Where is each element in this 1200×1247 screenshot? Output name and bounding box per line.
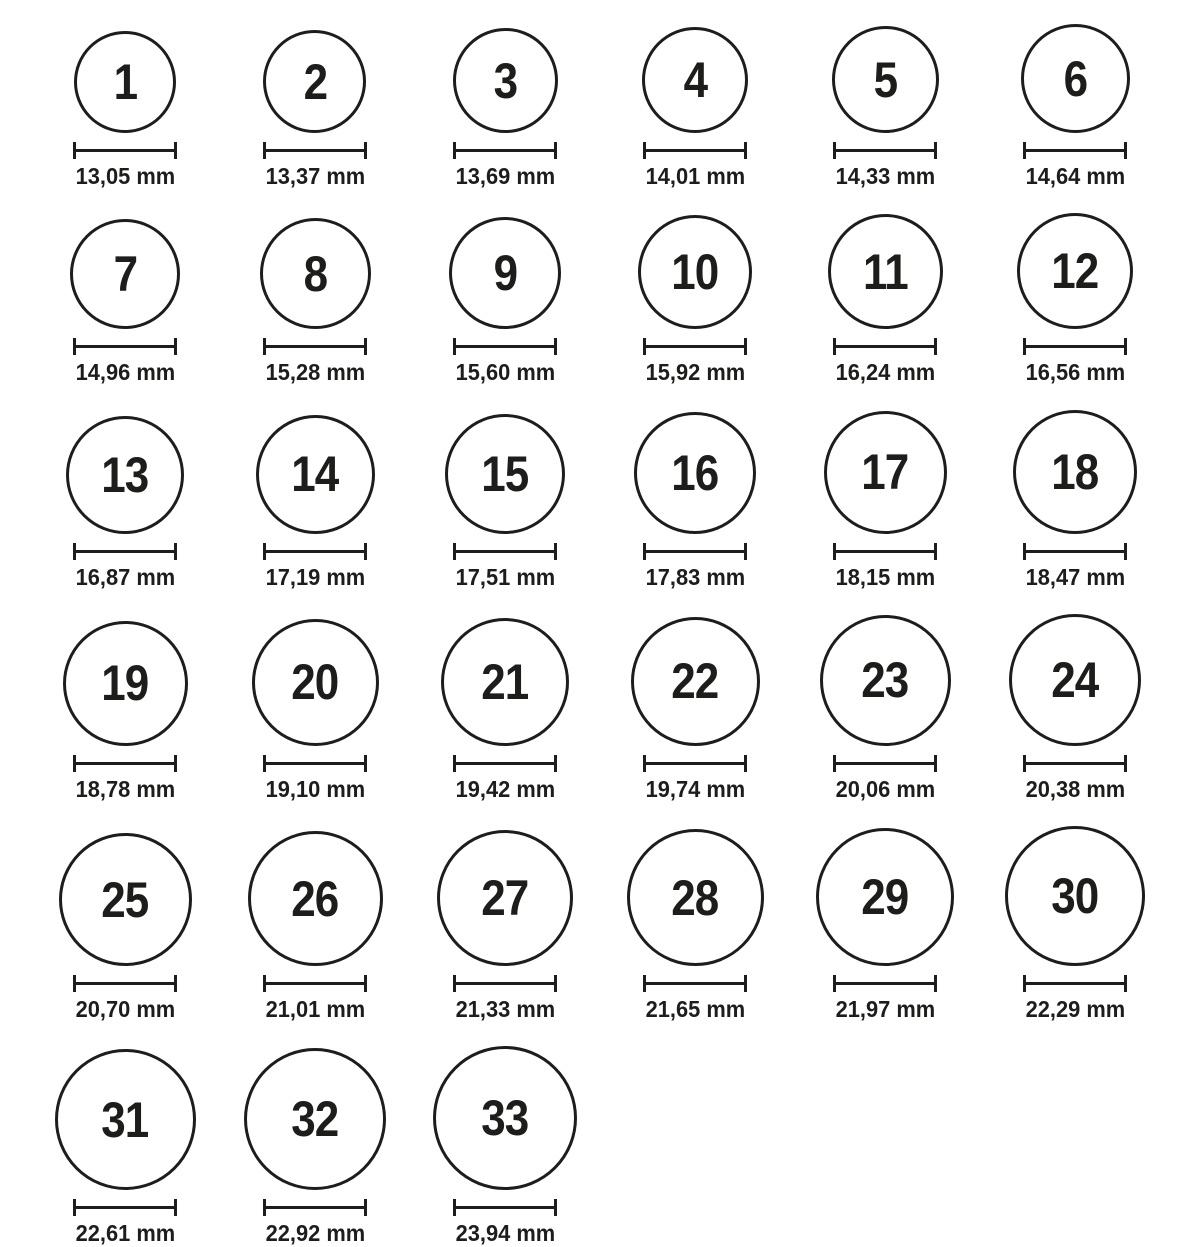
diameter-label: 14,01 mm <box>645 163 745 189</box>
ring-size-cell <box>638 215 752 385</box>
ring-size-number: 19 <box>101 655 149 712</box>
diameter-label: 14,33 mm <box>835 163 935 189</box>
measure-line <box>833 345 937 348</box>
measure-line <box>453 550 557 553</box>
measure-tick-right-icon <box>554 142 557 159</box>
ring-circle <box>634 412 756 534</box>
diameter-label: 22,61 mm <box>75 1220 175 1247</box>
measure-line <box>453 149 557 152</box>
ring-size-cell <box>634 412 756 590</box>
measure-tick-right-icon <box>174 543 177 560</box>
measure-tick-right-icon <box>554 755 557 772</box>
measure-tick-right-icon <box>174 338 177 355</box>
ring-size-number: 27 <box>481 870 529 927</box>
ring-size-cell <box>631 617 760 802</box>
measure-line <box>1023 345 1127 348</box>
ring-size-number: 21 <box>481 653 529 710</box>
measure-line <box>1023 982 1127 985</box>
diameter-label: 18,47 mm <box>1025 563 1125 590</box>
ring-size-number: 14 <box>291 446 339 503</box>
measure-line <box>73 982 177 985</box>
measure-tick-right-icon <box>744 338 747 355</box>
diameter-measure-bar <box>453 1199 557 1216</box>
ring-size-number: 25 <box>101 871 149 928</box>
diameter-label: 13,69 mm <box>455 163 555 189</box>
ring-size-number: 28 <box>671 869 719 926</box>
measure-tick-right-icon <box>934 338 937 355</box>
diameter-label: 21,33 mm <box>455 996 555 1023</box>
measure-tick-right-icon <box>934 543 937 560</box>
ring-size-cell <box>55 1049 196 1246</box>
ring-circle <box>252 619 379 746</box>
ring-size-number: 20 <box>291 654 339 711</box>
measure-line <box>263 982 367 985</box>
ring-circle <box>441 618 569 746</box>
measure-line <box>833 982 937 985</box>
diameter-measure-bar <box>833 975 937 992</box>
measure-tick-right-icon <box>934 975 937 992</box>
ring-size-cell <box>1005 826 1145 1022</box>
diameter-label: 23,94 mm <box>455 1220 555 1247</box>
diameter-label: 21,01 mm <box>265 996 365 1023</box>
measure-line <box>263 762 367 765</box>
ring-size-cell <box>59 833 192 1022</box>
ring-size-number: 9 <box>493 245 517 302</box>
ring-circle <box>449 217 561 329</box>
diameter-measure-bar <box>643 543 747 560</box>
measure-line <box>1023 550 1127 553</box>
diameter-label: 16,56 mm <box>1025 359 1125 386</box>
diameter-label: 18,15 mm <box>835 563 935 590</box>
ring-size-number: 17 <box>861 444 909 501</box>
ring-size-cell <box>1013 410 1137 590</box>
diameter-label: 20,70 mm <box>75 996 175 1023</box>
ring-circle <box>1021 24 1130 133</box>
measure-line <box>263 345 367 348</box>
measure-tick-right-icon <box>554 338 557 355</box>
measure-tick-right-icon <box>364 755 367 772</box>
ring-circle <box>642 27 748 133</box>
ring-size-number: 32 <box>291 1091 339 1148</box>
ring-circle <box>1009 614 1141 746</box>
measure-tick-right-icon <box>174 142 177 159</box>
measure-line <box>453 345 557 348</box>
diameter-label: 19,10 mm <box>265 775 365 802</box>
ring-size-cell <box>70 219 180 385</box>
measure-tick-right-icon <box>174 975 177 992</box>
measure-tick-right-icon <box>364 1199 367 1216</box>
measure-line <box>73 345 177 348</box>
ring-size-number: 22 <box>671 653 719 710</box>
ring-size-number: 29 <box>861 869 909 926</box>
ring-size-number: 26 <box>291 870 339 927</box>
diameter-label: 22,92 mm <box>265 1220 365 1247</box>
diameter-label: 14,64 mm <box>1025 163 1125 189</box>
ring-size-cell <box>441 618 569 802</box>
diameter-measure-bar <box>453 755 557 772</box>
ring-size-number: 13 <box>101 446 149 503</box>
measure-line <box>73 550 177 553</box>
diameter-measure-bar <box>453 338 557 355</box>
diameter-measure-bar <box>73 338 177 355</box>
ring-size-cell <box>63 621 188 802</box>
measure-tick-right-icon <box>744 142 747 159</box>
ring-size-cell <box>449 217 561 385</box>
diameter-measure-bar <box>263 338 367 355</box>
measure-line <box>453 1206 557 1209</box>
ring-size-number: 24 <box>1051 651 1099 708</box>
ring-circle <box>445 414 565 534</box>
diameter-measure-bar <box>1023 142 1127 159</box>
measure-tick-right-icon <box>744 543 747 560</box>
measure-tick-right-icon <box>934 142 937 159</box>
measure-tick-right-icon <box>1124 142 1127 159</box>
diameter-measure-bar <box>73 1199 177 1216</box>
ring-circle <box>437 830 573 966</box>
ring-circle <box>1013 410 1137 534</box>
diameter-label: 20,38 mm <box>1025 775 1125 802</box>
measure-tick-right-icon <box>364 543 367 560</box>
ring-size-number: 31 <box>101 1091 149 1148</box>
ring-size-number: 23 <box>861 652 909 709</box>
diameter-measure-bar <box>643 338 747 355</box>
ring-size-cell <box>820 615 951 802</box>
ring-size-number: 15 <box>481 445 529 502</box>
diameter-label: 15,28 mm <box>265 359 365 386</box>
measure-tick-right-icon <box>174 1199 177 1216</box>
ring-size-number: 4 <box>683 52 707 108</box>
ring-circle <box>55 1049 196 1190</box>
diameter-label: 15,60 mm <box>455 359 555 386</box>
measure-line <box>643 149 747 152</box>
diameter-label: 17,19 mm <box>265 563 365 590</box>
ring-circle <box>638 215 752 329</box>
ring-size-cell <box>816 828 954 1022</box>
ring-size-cell <box>828 214 943 385</box>
ring-size-cell <box>437 830 573 1022</box>
measure-line <box>263 149 367 152</box>
ring-circle <box>453 28 558 133</box>
diameter-measure-bar <box>263 543 367 560</box>
measure-tick-right-icon <box>744 755 747 772</box>
ring-size-cell <box>832 26 939 189</box>
diameter-measure-bar <box>1023 338 1127 355</box>
measure-tick-right-icon <box>554 975 557 992</box>
measure-tick-right-icon <box>364 975 367 992</box>
measure-line <box>833 550 937 553</box>
diameter-label: 15,92 mm <box>645 359 745 386</box>
ring-size-number: 5 <box>873 51 897 108</box>
diameter-label: 19,74 mm <box>645 775 745 802</box>
measure-tick-right-icon <box>554 543 557 560</box>
ring-size-cell <box>256 415 375 590</box>
measure-tick-right-icon <box>364 142 367 159</box>
ring-circle <box>63 621 188 746</box>
diameter-label: 20,06 mm <box>835 775 935 802</box>
diameter-measure-bar <box>453 142 557 159</box>
measure-tick-right-icon <box>1124 755 1127 772</box>
diameter-measure-bar <box>833 543 937 560</box>
diameter-measure-bar <box>1023 975 1127 992</box>
measure-line <box>453 762 557 765</box>
measure-line <box>73 762 177 765</box>
ring-size-number: 16 <box>671 444 719 501</box>
measure-line <box>453 982 557 985</box>
ring-circle <box>820 615 951 746</box>
ring-size-cell <box>445 414 565 590</box>
measure-line <box>643 762 747 765</box>
diameter-measure-bar <box>1023 543 1127 560</box>
ring-circle <box>1005 826 1145 966</box>
ring-size-cell <box>73 31 178 189</box>
measure-tick-right-icon <box>1124 338 1127 355</box>
ring-size-number: 1 <box>113 54 137 110</box>
ring-circle <box>260 218 371 329</box>
ring-size-number: 2 <box>303 53 327 110</box>
measure-tick-right-icon <box>744 975 747 992</box>
measure-line <box>643 982 747 985</box>
diameter-measure-bar <box>643 975 747 992</box>
ring-size-cell <box>1021 24 1130 189</box>
ring-size-cell <box>260 218 371 385</box>
ring-size-number: 6 <box>1063 50 1087 107</box>
ring-circle <box>74 31 176 133</box>
ring-circle <box>433 1046 577 1190</box>
diameter-label: 17,51 mm <box>455 563 555 590</box>
ring-circle <box>66 416 184 534</box>
ring-circle <box>248 831 383 966</box>
ring-circle <box>631 617 760 746</box>
ring-size-number: 3 <box>493 52 517 109</box>
measure-line <box>643 345 747 348</box>
ring-size-number: 12 <box>1051 243 1099 300</box>
ring-circle <box>828 214 943 329</box>
measure-line <box>263 550 367 553</box>
diameter-label: 21,65 mm <box>645 996 745 1023</box>
ring-size-cell <box>453 28 558 189</box>
diameter-label: 14,96 mm <box>75 359 175 386</box>
diameter-measure-bar <box>73 755 177 772</box>
diameter-label: 18,78 mm <box>75 775 175 802</box>
measure-line <box>73 149 177 152</box>
measure-line <box>1023 149 1127 152</box>
ring-size-cell <box>824 411 947 590</box>
diameter-measure-bar <box>453 543 557 560</box>
diameter-measure-bar <box>643 142 747 159</box>
diameter-label: 16,24 mm <box>835 359 935 386</box>
diameter-measure-bar <box>73 142 177 159</box>
measure-tick-right-icon <box>1124 975 1127 992</box>
diameter-measure-bar <box>833 338 937 355</box>
ring-size-cell <box>433 1046 577 1246</box>
diameter-measure-bar <box>263 975 367 992</box>
diameter-measure-bar <box>833 142 937 159</box>
measure-line <box>1023 762 1127 765</box>
measure-tick-right-icon <box>174 755 177 772</box>
ring-size-number: 7 <box>113 246 137 303</box>
ring-circle <box>627 829 764 966</box>
ring-size-cell <box>244 1048 386 1246</box>
ring-circle <box>1017 213 1133 329</box>
diameter-measure-bar <box>263 755 367 772</box>
diameter-label: 13,05 mm <box>75 163 175 189</box>
measure-tick-right-icon <box>934 755 937 772</box>
diameter-measure-bar <box>833 755 937 772</box>
ring-size-number: 18 <box>1051 443 1099 500</box>
ring-size-cell <box>627 829 764 1022</box>
measure-tick-right-icon <box>554 1199 557 1216</box>
ring-circle <box>816 828 954 966</box>
ring-size-cell <box>252 619 379 802</box>
diameter-measure-bar <box>453 975 557 992</box>
ring-circle <box>824 411 947 534</box>
measure-line <box>73 1206 177 1209</box>
ring-size-cell <box>263 30 368 189</box>
measure-tick-right-icon <box>364 338 367 355</box>
diameter-measure-bar <box>263 1199 367 1216</box>
ring-circle <box>832 26 939 133</box>
diameter-measure-bar <box>73 543 177 560</box>
ring-size-number: 33 <box>481 1090 529 1147</box>
diameter-label: 13,37 mm <box>265 163 365 189</box>
diameter-measure-bar <box>1023 755 1127 772</box>
measure-tick-right-icon <box>1124 543 1127 560</box>
ring-circle <box>59 833 192 966</box>
ring-size-number: 11 <box>862 243 908 300</box>
ring-size-cell <box>1017 213 1133 385</box>
diameter-label: 19,42 mm <box>455 775 555 802</box>
ring-size-number: 10 <box>671 244 719 301</box>
diameter-label: 22,29 mm <box>1025 996 1125 1023</box>
ring-size-cell <box>66 416 184 590</box>
ring-circle <box>70 219 180 329</box>
ring-size-cell <box>248 831 383 1022</box>
measure-line <box>263 1206 367 1209</box>
diameter-label: 16,87 mm <box>75 563 175 590</box>
ring-circle <box>256 415 375 534</box>
diameter-measure-bar <box>73 975 177 992</box>
diameter-measure-bar <box>643 755 747 772</box>
ring-size-number: 30 <box>1051 868 1099 925</box>
ring-size-number: 8 <box>303 245 327 302</box>
diameter-label: 17,83 mm <box>645 563 745 590</box>
measure-line <box>833 762 937 765</box>
ring-circle <box>263 30 366 133</box>
ring-circle <box>244 1048 386 1190</box>
ring-size-cell <box>1009 614 1141 802</box>
measure-line <box>833 149 937 152</box>
diameter-label: 21,97 mm <box>835 996 935 1023</box>
measure-line <box>643 550 747 553</box>
diameter-measure-bar <box>263 142 367 159</box>
ring-size-cell <box>642 27 748 189</box>
